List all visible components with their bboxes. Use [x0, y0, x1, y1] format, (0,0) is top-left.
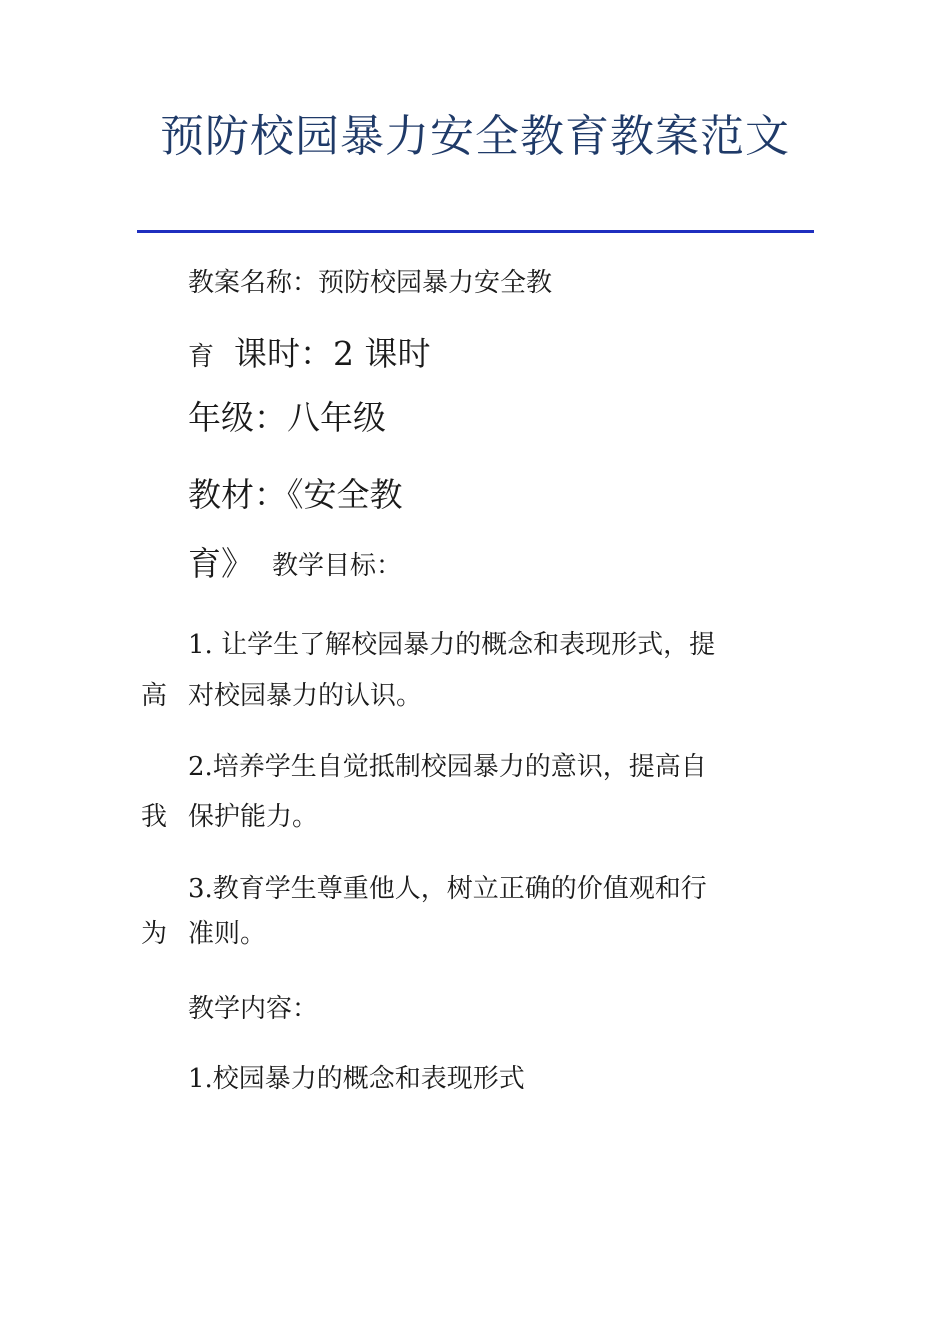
lesson-name-line1: 教案名称：预防校园暴力安全教 [188, 268, 553, 298]
objectives-label: 教学目标： [272, 551, 403, 581]
objective-1-line1: 1. 让学生了解校园暴力的概念和表现形式，提 [188, 630, 716, 660]
grade: 年级：八年级 [188, 398, 386, 437]
objective-3-line2: 准则。 [188, 919, 267, 949]
content-label: 教学内容： [188, 994, 319, 1024]
textbook-line2: 育》 [188, 544, 254, 583]
objective-3-line1: 3.教育学生尊重他人，树立正确的价值观和行 [188, 874, 707, 904]
objective-2-line2: 保护能力。 [188, 802, 319, 832]
document-title: 预防校园暴力安全教育教案范文 [160, 111, 790, 162]
lesson-hours: 课时：2 课时 [234, 334, 431, 373]
objective-2-line2-head: 我 [141, 802, 168, 832]
content-item-1: 1.校园暴力的概念和表现形式 [188, 1064, 525, 1094]
lesson-name-line2: 育 [188, 342, 215, 372]
title-divider [137, 230, 814, 233]
objective-2-line1: 2.培养学生自觉抵制校园暴力的意识，提高自 [188, 752, 707, 782]
textbook-line1: 教材：《安全教 [188, 475, 403, 514]
objective-3-line2-head: 为 [141, 919, 168, 949]
objective-1-line2: 对校园暴力的认识。 [188, 681, 423, 711]
objective-1-line2-head: 高 [141, 681, 168, 711]
